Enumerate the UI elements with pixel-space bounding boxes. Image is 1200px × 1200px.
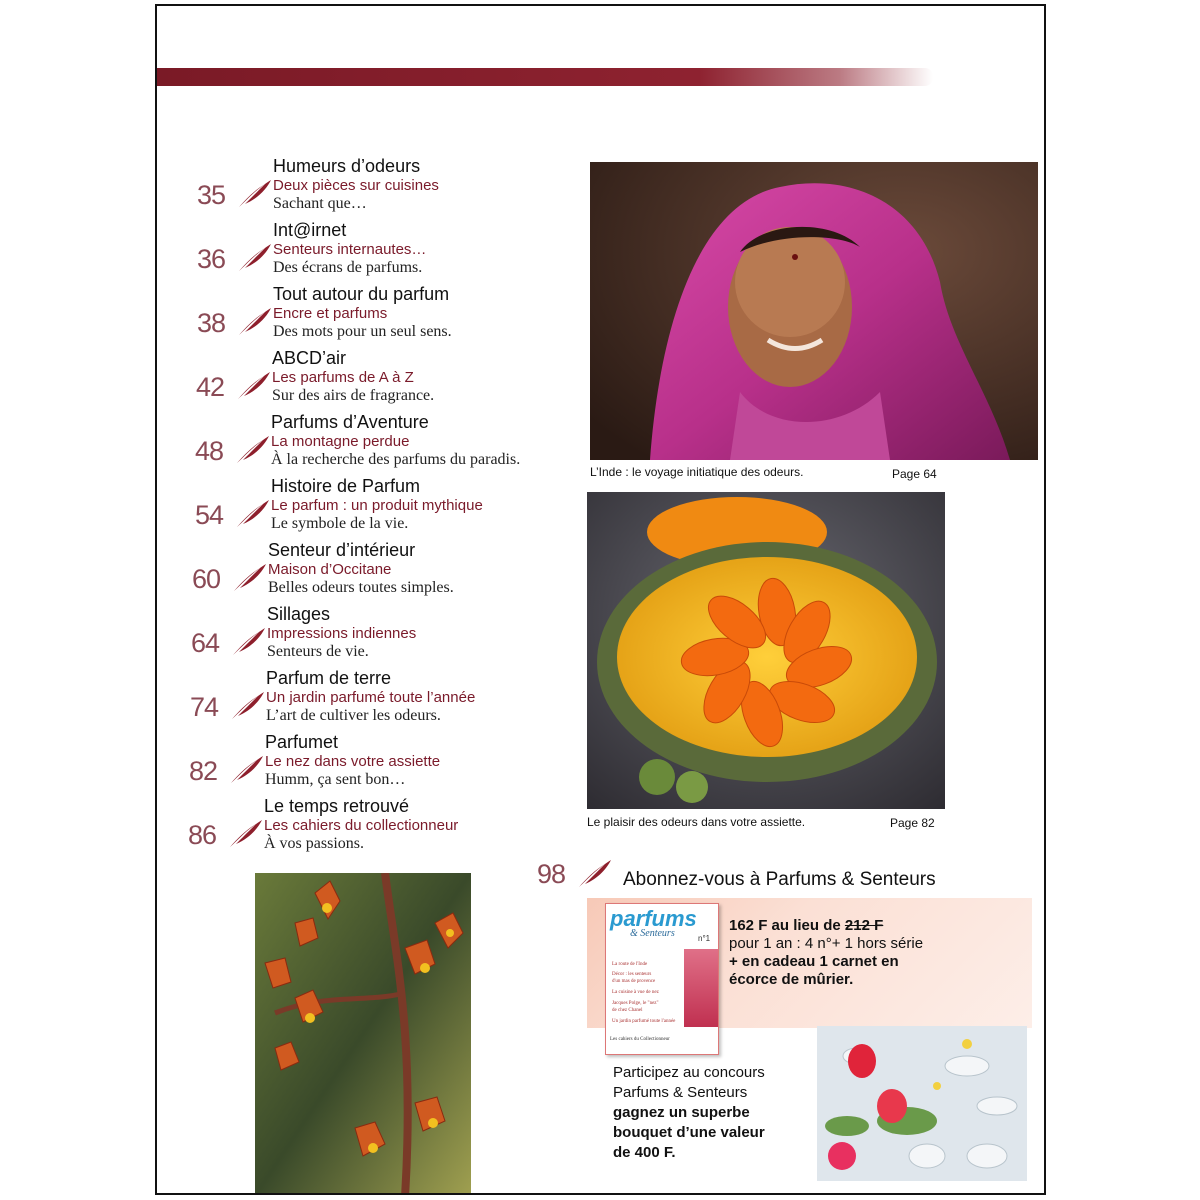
toc-article-title: Deux pièces sur cuisines: [273, 177, 439, 194]
feather-icon: [237, 178, 273, 208]
cover-footer: Les cahiers du Collectionneur: [610, 1037, 670, 1042]
toc-article-title: Les parfums de A à Z: [272, 369, 414, 386]
toc-article-title: Senteurs internautes…: [273, 241, 427, 258]
toc-page-number: 86: [188, 820, 217, 850]
contest-text: [613, 1063, 823, 1163]
contest-line: Parfums & Senteurs: [613, 1084, 748, 1101]
offer-gift-2: écorce de mûrier.: [729, 971, 854, 988]
toc-description: Des écrans de parfums.: [273, 259, 423, 276]
feather-icon: [237, 306, 273, 336]
cover-headline: La cuisine à vue de nez: [612, 990, 659, 995]
toc-section-title: Senteur d’intérieur: [268, 540, 416, 560]
toc-page-number: 42: [196, 372, 225, 402]
toc-article-title: Le nez dans votre assiette: [265, 753, 441, 770]
india-photo: [590, 162, 1038, 460]
toc-article-title: Encre et parfums: [273, 305, 388, 322]
toc-page-number: 36: [197, 244, 226, 274]
subscribe-page-number: 98: [537, 859, 566, 889]
dessert-caption: Le plaisir des odeurs dans votre assiette.: [587, 815, 806, 829]
toc-section-title: Humeurs d’odeurs: [273, 156, 421, 176]
toc-section-title: Parfumet: [265, 732, 339, 752]
toc-entry: [165, 476, 585, 538]
toc-section-title: Tout autour du parfum: [273, 284, 450, 304]
contest-line: de 400 F.: [613, 1144, 676, 1161]
dessert-page-ref: Page 82: [890, 816, 935, 830]
toc-page-number: 48: [195, 436, 224, 466]
toc-page-number: 60: [192, 564, 221, 594]
toc-entry: [159, 732, 579, 794]
toc-article-title: Les cahiers du collectionneur: [264, 817, 459, 834]
toc-entry: [158, 796, 578, 858]
dessert-photo: [587, 492, 945, 809]
toc-page-number: 35: [197, 180, 226, 210]
toc-description: L’art de cultiver les odeurs.: [266, 707, 441, 724]
offer-old-price: 212 F: [844, 917, 884, 934]
toc-description: À la recherche des parfums du paradis.: [271, 451, 521, 468]
feather-icon: [231, 626, 267, 656]
toc-description: À vos passions.: [264, 835, 365, 852]
toc-description: Sur des airs de fragrance.: [272, 387, 435, 404]
toc-entry: [162, 540, 582, 602]
brush-stroke-header: [155, 68, 933, 86]
india-caption: L’Inde : le voyage initiatique des odeurs.: [590, 465, 804, 479]
contest-line: bouquet d’une valeur: [613, 1124, 765, 1141]
cover-band: [684, 949, 718, 1027]
magazine-page: [155, 4, 1046, 1195]
offer-instead: au lieu de: [771, 917, 841, 934]
cover-logo: parfums: [610, 906, 697, 931]
orchid-photo: [255, 873, 471, 1195]
toc-entry: [166, 348, 586, 410]
offer-duration: pour 1 an : 4 n°+ 1 hors série: [729, 935, 924, 952]
toc-entry: [167, 220, 587, 282]
toc-description: Sachant que…: [273, 195, 367, 212]
subscribe-heading: Abonnez-vous à Parfums & Senteurs: [623, 869, 936, 890]
cover-headline: Jacques Polge, le "nez": [612, 1001, 659, 1006]
feather-icon: [237, 242, 273, 272]
toc-description: Belles odeurs toutes simples.: [268, 579, 454, 596]
cover-subtitle: & Senteurs: [630, 928, 675, 939]
toc-page-number: 54: [195, 500, 224, 530]
feather-icon: [577, 858, 613, 888]
toc-description: Le symbole de la vie.: [271, 515, 409, 532]
contest-line: gagnez un superbe: [613, 1104, 750, 1121]
feather-icon: [228, 818, 264, 848]
toc-description: Senteurs de vie.: [267, 643, 369, 660]
toc-article-title: La montagne perdue: [271, 433, 410, 450]
offer-text: [729, 917, 923, 989]
toc-section-title: Parfum de terre: [266, 668, 392, 688]
toc-section-title: ABCD’air: [272, 348, 347, 368]
cover-headline: Décor : les senteurs: [612, 972, 652, 977]
cover-headline: d'un mas de provence: [612, 979, 656, 984]
toc-page-number: 38: [197, 308, 226, 338]
toc-entry: [167, 156, 587, 218]
toc-description: Humm, ça sent bon…: [265, 771, 406, 788]
contest-line: Participez au concours: [613, 1064, 765, 1081]
toc-article-title: Maison d’Occitane: [268, 561, 392, 578]
cover-headline: Un jardin parfumé toute l'année: [612, 1019, 676, 1024]
feather-icon: [229, 754, 265, 784]
feather-icon: [235, 434, 271, 464]
toc-section-title: Histoire de Parfum: [271, 476, 421, 496]
toc-page-number: 82: [189, 756, 218, 786]
feather-icon: [235, 498, 271, 528]
toc-article-title: Impressions indiennes: [267, 625, 417, 642]
offer-gift: + en cadeau 1 carnet en: [729, 953, 899, 970]
toc-entry: [165, 412, 585, 474]
cover-headline: de chez Chanel: [612, 1008, 643, 1013]
india-page-ref: Page 64: [892, 467, 937, 481]
feather-icon: [236, 370, 272, 400]
feather-icon: [232, 562, 268, 592]
offer-price: 162 F: [729, 917, 768, 934]
toc-entry: [161, 604, 581, 666]
feather-icon: [230, 690, 266, 720]
bouquet-photo: [817, 1026, 1027, 1181]
toc-entry: [160, 668, 580, 730]
magazine-cover: [605, 903, 719, 1055]
toc-section-title: Sillages: [267, 604, 331, 624]
toc-section-title: Parfums d’Aventure: [271, 412, 429, 432]
toc-page-number: 74: [190, 692, 219, 722]
toc-entry: [167, 284, 587, 346]
toc-article-title: Un jardin parfumé toute l’année: [266, 689, 476, 706]
toc-section-title: Int@irnet: [273, 220, 347, 240]
cover-issue: n°1: [698, 934, 711, 943]
toc-description: Des mots pour un seul sens.: [273, 323, 452, 340]
toc-page-number: 64: [191, 628, 220, 658]
toc-article-title: Le parfum : un produit mythique: [271, 497, 483, 514]
toc-section-title: Le temps retrouvé: [264, 796, 410, 816]
cover-headline: La route de l'Inde: [612, 962, 648, 967]
